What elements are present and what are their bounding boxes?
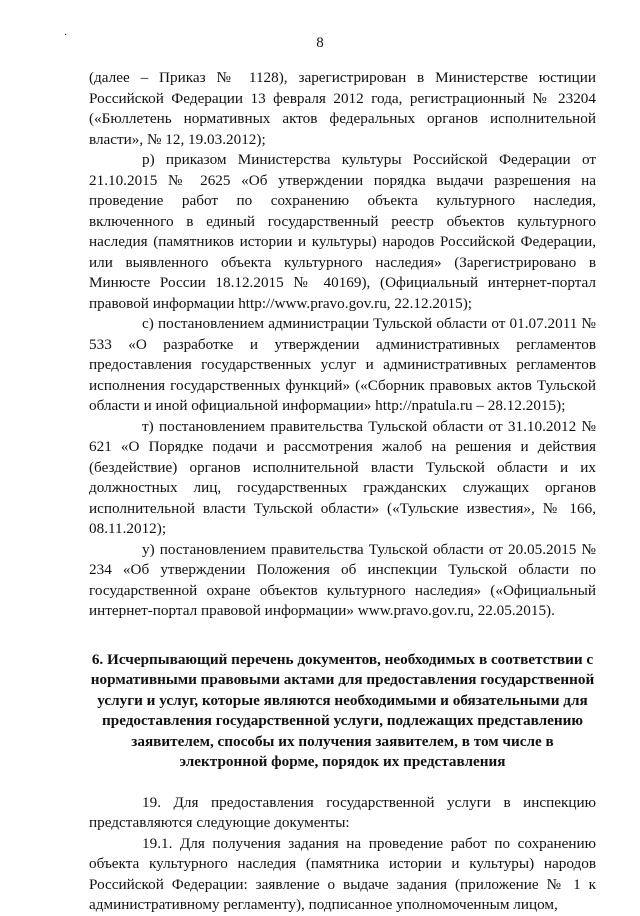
page-number: 8 <box>316 35 324 51</box>
list-item-s: с) постановлением администрации Тульской области от 01.07.2011 № 533 «О разработке и утверждении административных регламентов предоставления государственных услуг и административных регламентов исполнения государственных функций» («Сборник правовых актов Тульской области и иной официальной информации» http://npatula.ru – 28.12.2015); <box>89 315 596 414</box>
clause-19: 19. Для предоставления государственной услуги в инспекцию представляются следующие документы: <box>89 793 596 831</box>
document-body <box>89 68 596 916</box>
list-item-t: т) постановлением правительства Тульской области от 31.10.2012 № 621 «О Порядке подачи и рассмотрения жалоб на решения и действия (бездействие) органов исполнительной власти Тульской области и их должностных лиц, государственных гражданских служащих органов исполнительной власти Тульской области» («Тульские известия», № 166, 08.11.2012); <box>89 417 596 537</box>
clause-19-1: 19.1. Для получения задания на проведение работ по сохранению объекта культурного наследия (памятника истории и культуры) народов Российской Федерации: заявление о выдаче задания (приложение № 1 к административному регламенту), подписанное уполномоченным лицом, <box>89 834 596 913</box>
section-heading: 6. Исчерпывающий перечень документов, необходимых в соответствии с нормативными правовыми актами для предоставления государственной услуги и услуг, которые являются необходимыми и обязательными для предоставления государственной услуги, подлежащих представлению заявителем, способы их получения заявителем, в том числе в электронной форме, порядок их представления <box>90 650 595 770</box>
scan-mark: · <box>64 30 68 41</box>
list-item-r: р) приказом Министерства культуры Российской Федерации от 21.10.2015 № 2625 «Об утверждении порядка выдачи разрешения на проведение работ по сохранению объекта культурного наследия, включенного в единый государственный реестр объектов культурного наследия (памятников истории и культуры) народов Российской Федерации, или выявленного объекта культурного наследия» (Зарегистрировано в Минюсте России 18.12.2015 № 40169), (Официальный интернет-портал правовой информации http://www.pravo.gov.ru, 22.12.2015); <box>89 151 596 312</box>
list-item-u: у) постановлением правительства Тульской области от 20.05.2015 № 234 «Об утверждении Положения об инспекции Тульской области по государственной охране объектов культурного наследия» («Официальный интернет-портал правовой информации» www.pravo.gov.ru, 22.05.2015). <box>89 540 596 619</box>
paragraph-continued: (далее – Приказ № 1128), зарегистрирован в Министерстве юстиции Российской Федерации 13 февраля 2012 года, регистрационный № 23204 («Бюллетень нормативных актов федеральных органов исполнительной власти», № 12, 19.03.2012); <box>89 69 596 148</box>
